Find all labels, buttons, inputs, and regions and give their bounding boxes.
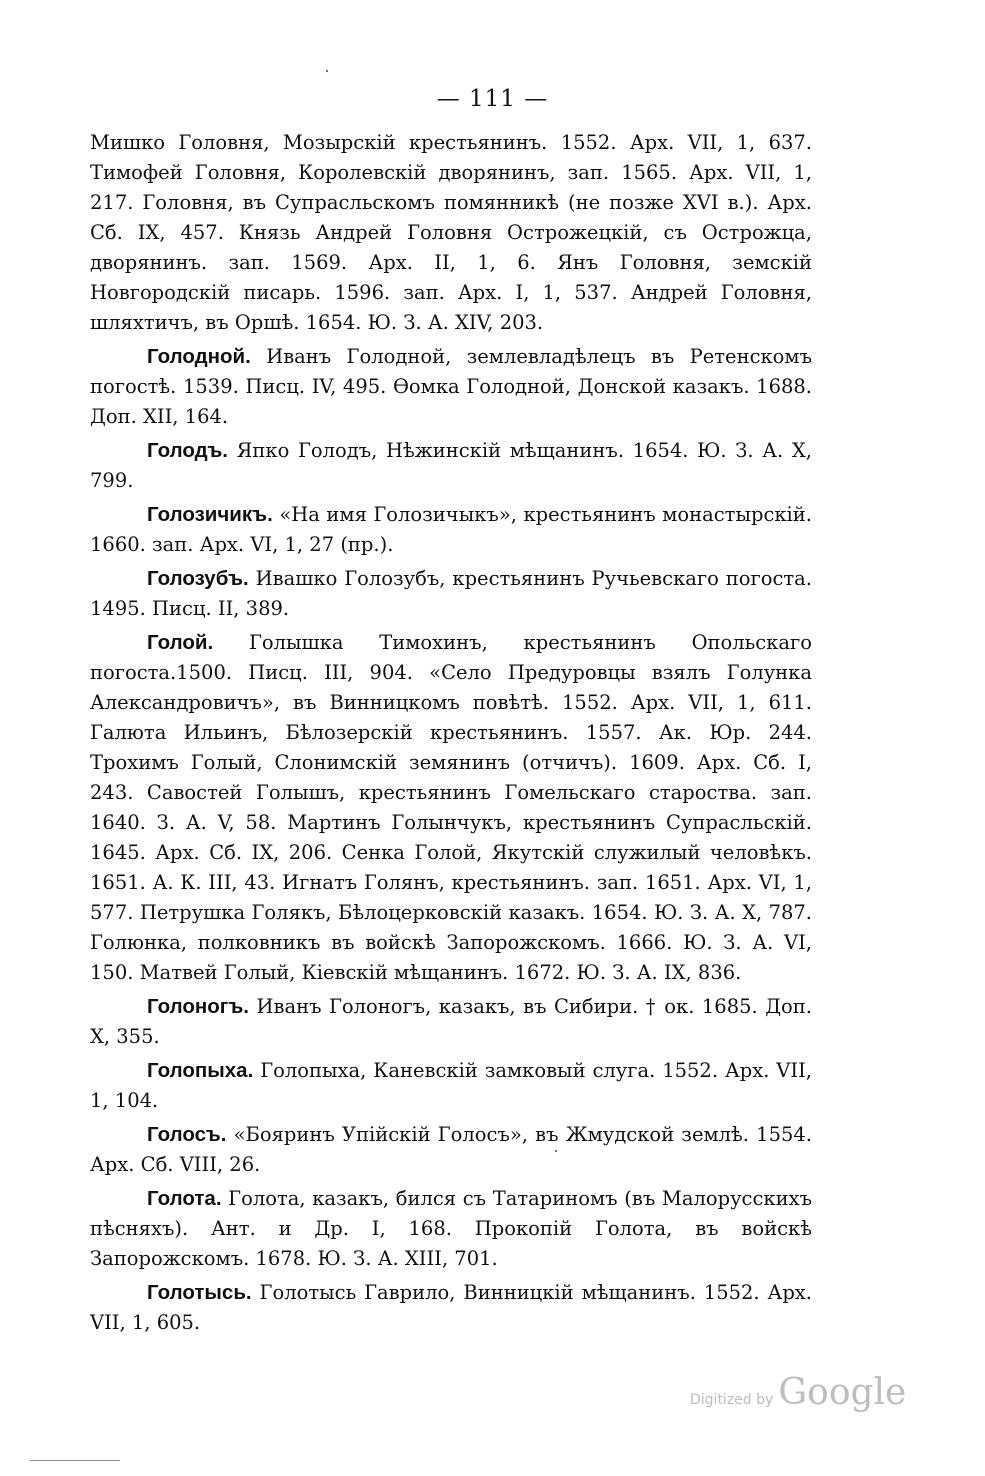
watermark-prefix: Digitized by bbox=[690, 1392, 774, 1408]
entry-text: Голопыха, Каневскій замковый слуга. 1552. Арх. VII, 1, 104. bbox=[90, 1059, 812, 1112]
headword: Голозубъ. bbox=[147, 567, 249, 590]
page-number: — 111 — bbox=[436, 86, 549, 112]
headword: Голодной. bbox=[147, 345, 251, 368]
entry-golod bbox=[90, 436, 812, 496]
entry-text: Иванъ Голоногъ, казакъ, въ Сибири. † ок. 1685. Доп. X, 355. bbox=[90, 995, 812, 1048]
entry-text: Иванъ Голодной, землевладѣлецъ въ Ретенскомъ погостѣ. 1539. Писц. IV, 495. Өомка Голодной, Донской казакъ. 1688. Доп. XII, 164. bbox=[90, 345, 812, 428]
headword: Голой. bbox=[147, 631, 214, 654]
headword: Голопыха. bbox=[147, 1059, 254, 1082]
entry-golozub bbox=[90, 564, 812, 624]
entry-golotys bbox=[90, 1278, 812, 1338]
entry-text: Голотысь Гаврило, Винницкій мѣщанинъ. 1552. Арх. VII, 1, 605. bbox=[90, 1281, 812, 1334]
scan-speck bbox=[555, 1150, 557, 1152]
dictionary-text bbox=[90, 128, 812, 1338]
entry-text: Япко Голодъ, Нѣжинскій мѣщанинъ. 1654. Ю. З. А. X, 799. bbox=[90, 439, 812, 492]
headword: Голозичикъ. bbox=[147, 503, 273, 526]
entry-text: Голота, казакъ, бился съ Татариномъ (въ Малорусскихъ пѣсняхъ). Ант. и Др. I, 168. Прокопій Голота, въ войскѣ Запорожскомъ. 1678. Ю. З. А. XIII, 701. bbox=[90, 1187, 812, 1270]
headword: Голосъ. bbox=[147, 1123, 227, 1146]
entry-golota bbox=[90, 1184, 812, 1274]
intro-paragraph: Мишко Головня, Мозырскій крестьянинъ. 1552. Арх. VII, 1, 637. Тимофей Головня, Королевскій дворянинъ, зап. 1565. Арх. VII, 1, 217. Головня, въ Супрасльскомъ помянникѣ (не позже XVI в.). Арх. Сб. IX, 457. Князь Андрей Головня Острожецкій, съ Острожца, дворянинъ. зап. 1569. Арх. II, 1, 6. Янъ Головня, земскій Новгородскій писарь. 1596. зап. Арх. I, 1, 537. Андрей Головня, шляхтичъ, въ Оршѣ. 1654. Ю. З. А. XIV, 203. bbox=[90, 131, 812, 334]
headword: Голоногъ. bbox=[147, 995, 249, 1018]
entry-text: «На имя Голозичыкъ», крестьянинъ монастырскій. 1660. зап. Арх. VI, 1, 27 (пр.). bbox=[90, 503, 812, 556]
scan-speck bbox=[326, 70, 328, 72]
entry-golos bbox=[90, 1120, 812, 1180]
headword: Голота. bbox=[147, 1187, 222, 1210]
google-logo: Google bbox=[778, 1372, 907, 1413]
entry-golodnoy bbox=[90, 342, 812, 432]
headword: Голодъ. bbox=[147, 439, 228, 462]
entry-text: «Бояринъ Упійскій Голосъ», въ Жмудской землѣ. 1554. Арх. Сб. VIII, 26. bbox=[90, 1123, 812, 1176]
entry-golopykha bbox=[90, 1056, 812, 1116]
entry-golozichik bbox=[90, 500, 812, 560]
digitized-by-google-watermark bbox=[690, 1372, 907, 1413]
headword: Голотысь. bbox=[147, 1281, 252, 1304]
scan-edge-line bbox=[30, 1460, 120, 1461]
entry-text: Голышка Тимохинъ, крестьянинъ Опольскаго погоста.1500. Писц. III, 904. «Село Предуровцы взялъ Голунка Александровичъ», въ Винницкомъ повѣтѣ. 1552. Арх. VII, 1, 611. Галюта Ильинъ, Бѣлозерскій крестьянинъ. 1557. Ак. Юр. 244. Трохимъ Голый, Слонимскій земянинъ (отчичъ). 1609. Арх. Сб. I, 243. Савостей Голышъ, крестьянинъ Гомельскаго староства. зап. 1640. З. А. V, 58. Мартинъ Голынчукъ, крестьянинъ Супрасльскій. 1645. Арх. Сб. IX, 206. Сенка Голой, Якутскій служилый человѣкъ. 1651. А. К. III, 43. Игнатъ Голянъ, крестьянинъ. зап. 1651. Арх. VI, 1, 577. Петрушка Голякъ, Бѣлоцерковскій казакъ. 1654. Ю. З. А. X, 787. Голюнка, полковникъ въ войскѣ Запорожскомъ. 1666. Ю. З. А. VI, 150. Матвей Голый, Кіевскій мѣщанинъ. 1672. Ю. З. А. IX, 836. bbox=[90, 631, 812, 984]
entry-goloy bbox=[90, 628, 812, 988]
entry-golonog bbox=[90, 992, 812, 1052]
entry-text: Ивашко Голозубъ, крестьянинъ Ручьевскаго погоста. 1495. Писц. II, 389. bbox=[90, 567, 812, 620]
